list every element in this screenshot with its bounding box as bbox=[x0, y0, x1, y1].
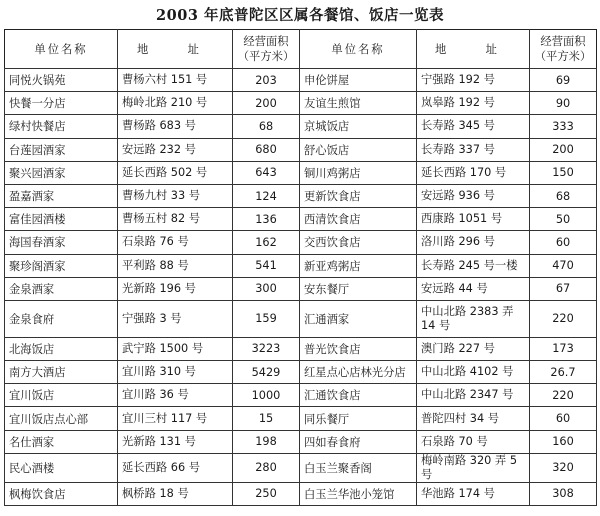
cell-area: 198 bbox=[233, 430, 300, 453]
cell-area: 643 bbox=[233, 161, 300, 184]
cell-name: 盈嘉酒家 bbox=[5, 184, 118, 207]
cell-area: 173 bbox=[530, 337, 597, 360]
col-header-address-right: 地 址 bbox=[417, 30, 530, 69]
cell-name: 金泉酒家 bbox=[5, 277, 118, 300]
cell-address: 宁强路 3 号 bbox=[118, 300, 233, 337]
cell-name: 白玉兰华池小笼馆 bbox=[300, 482, 417, 505]
cell-address: 光新路 196 号 bbox=[118, 277, 233, 300]
cell-area: 308 bbox=[530, 482, 597, 505]
cell-name: 宜川饭店 bbox=[5, 384, 118, 407]
cell-name: 宜川饭店点心部 bbox=[5, 407, 118, 430]
cell-address: 安远路 232 号 bbox=[118, 138, 233, 161]
table-title: 2003 年底普陀区区属各餐馆、饭店一览表 bbox=[156, 7, 444, 24]
cell-address: 华池路 174 号 bbox=[417, 482, 530, 505]
cell-name: 聚珍阁酒家 bbox=[5, 254, 118, 277]
cell-address: 梅岭南路 320 弄 5 号 bbox=[417, 453, 530, 482]
table-row bbox=[5, 361, 597, 384]
cell-name: 白玉兰聚香阁 bbox=[300, 453, 417, 482]
table-row bbox=[5, 337, 597, 360]
table-row bbox=[5, 161, 597, 184]
area-header-line1: 经营面积 bbox=[243, 35, 289, 48]
cell-address: 中山北路 4102 号 bbox=[417, 361, 530, 384]
cell-name: 同乐餐厅 bbox=[300, 407, 417, 430]
cell-address: 岚皋路 192 号 bbox=[417, 92, 530, 115]
cell-area: 150 bbox=[530, 161, 597, 184]
cell-area: 203 bbox=[233, 69, 300, 92]
cell-address: 普陀四村 34 号 bbox=[417, 407, 530, 430]
cell-address: 长寿路 245 号一楼 bbox=[417, 254, 530, 277]
table-row bbox=[5, 384, 597, 407]
cell-address: 曹杨六村 151 号 bbox=[118, 69, 233, 92]
cell-area: 68 bbox=[233, 115, 300, 138]
cell-area: 136 bbox=[233, 208, 300, 231]
cell-address: 宜川路 36 号 bbox=[118, 384, 233, 407]
cell-name: 海国春酒家 bbox=[5, 231, 118, 254]
cell-name: 北海饭店 bbox=[5, 337, 118, 360]
cell-area: 159 bbox=[233, 300, 300, 337]
cell-area: 90 bbox=[530, 92, 597, 115]
table-row bbox=[5, 115, 597, 138]
cell-address: 澳门路 227 号 bbox=[417, 337, 530, 360]
table-body bbox=[5, 69, 597, 506]
cell-address: 延长西路 170 号 bbox=[417, 161, 530, 184]
cell-address: 石泉路 76 号 bbox=[118, 231, 233, 254]
cell-area: 68 bbox=[530, 184, 597, 207]
cell-name: 快餐一分店 bbox=[5, 92, 118, 115]
cell-address: 宜川三村 117 号 bbox=[118, 407, 233, 430]
table-row bbox=[5, 430, 597, 453]
cell-area: 69 bbox=[530, 69, 597, 92]
cell-address: 宁强路 192 号 bbox=[417, 69, 530, 92]
cell-name: 枫梅饮食店 bbox=[5, 482, 118, 505]
area-header-line1: 经营面积 bbox=[540, 35, 586, 48]
cell-name: 红星点心店林光分店 bbox=[300, 361, 417, 384]
cell-area: 1000 bbox=[233, 384, 300, 407]
col-header-address-left: 地 址 bbox=[118, 30, 233, 69]
cell-name: 汇通酒家 bbox=[300, 300, 417, 337]
cell-name: 同悦火锅苑 bbox=[5, 69, 118, 92]
cell-address: 延长西路 502 号 bbox=[118, 161, 233, 184]
cell-name: 更新饮食店 bbox=[300, 184, 417, 207]
cell-address: 曹杨五村 82 号 bbox=[118, 208, 233, 231]
cell-area: 470 bbox=[530, 254, 597, 277]
cell-address: 梅岭北路 210 号 bbox=[118, 92, 233, 115]
cell-name: 新亚鸡粥店 bbox=[300, 254, 417, 277]
cell-name: 京城饭店 bbox=[300, 115, 417, 138]
cell-address: 武宁路 1500 号 bbox=[118, 337, 233, 360]
table-row bbox=[5, 277, 597, 300]
cell-area: 680 bbox=[233, 138, 300, 161]
cell-area: 26.7 bbox=[530, 361, 597, 384]
cell-address: 平利路 88 号 bbox=[118, 254, 233, 277]
table-row bbox=[5, 300, 597, 337]
cell-name: 四如春食府 bbox=[300, 430, 417, 453]
cell-address: 曹杨路 683 号 bbox=[118, 115, 233, 138]
cell-area: 162 bbox=[233, 231, 300, 254]
cell-area: 320 bbox=[530, 453, 597, 482]
table-row bbox=[5, 254, 597, 277]
cell-address: 洛川路 296 号 bbox=[417, 231, 530, 254]
cell-address: 西康路 1051 号 bbox=[417, 208, 530, 231]
cell-address: 石泉路 70 号 bbox=[417, 430, 530, 453]
cell-address: 宜川路 310 号 bbox=[118, 361, 233, 384]
restaurant-table bbox=[4, 29, 597, 506]
cell-area: 333 bbox=[530, 115, 597, 138]
cell-name: 民心酒楼 bbox=[5, 453, 118, 482]
cell-name: 舒心饭店 bbox=[300, 138, 417, 161]
col-header-name-left: 单位名称 bbox=[5, 30, 118, 69]
cell-area: 15 bbox=[233, 407, 300, 430]
cell-address: 枫桥路 18 号 bbox=[118, 482, 233, 505]
cell-name: 申伦饼屋 bbox=[300, 69, 417, 92]
cell-name: 南方大酒店 bbox=[5, 361, 118, 384]
table-row bbox=[5, 184, 597, 207]
cell-area: 3223 bbox=[233, 337, 300, 360]
col-header-area-right bbox=[530, 30, 597, 69]
cell-address: 长寿路 345 号 bbox=[417, 115, 530, 138]
cell-address: 安远路 44 号 bbox=[417, 277, 530, 300]
cell-address: 曹杨九村 33 号 bbox=[118, 184, 233, 207]
table-row bbox=[5, 92, 597, 115]
cell-name: 富佳园酒楼 bbox=[5, 208, 118, 231]
area-header-line2: （平方米） bbox=[534, 50, 592, 63]
cell-area: 60 bbox=[530, 407, 597, 430]
cell-address: 长寿路 337 号 bbox=[417, 138, 530, 161]
cell-address: 延长西路 66 号 bbox=[118, 453, 233, 482]
cell-name: 普光饮食店 bbox=[300, 337, 417, 360]
cell-name: 金泉食府 bbox=[5, 300, 118, 337]
table-row bbox=[5, 453, 597, 482]
cell-name: 交西饮食店 bbox=[300, 231, 417, 254]
table-row bbox=[5, 231, 597, 254]
cell-name: 台莲园酒家 bbox=[5, 138, 118, 161]
cell-name: 西清饮食店 bbox=[300, 208, 417, 231]
cell-name: 聚兴园酒家 bbox=[5, 161, 118, 184]
header-row bbox=[5, 30, 597, 69]
area-header-line2: （平方米） bbox=[237, 50, 295, 63]
col-header-area-left bbox=[233, 30, 300, 69]
cell-name: 绿村快餐店 bbox=[5, 115, 118, 138]
cell-area: 50 bbox=[530, 208, 597, 231]
cell-name: 安东餐厅 bbox=[300, 277, 417, 300]
table-row bbox=[5, 208, 597, 231]
cell-area: 541 bbox=[233, 254, 300, 277]
cell-name: 汇通饮食店 bbox=[300, 384, 417, 407]
cell-area: 200 bbox=[530, 138, 597, 161]
cell-area: 220 bbox=[530, 300, 597, 337]
cell-area: 220 bbox=[530, 384, 597, 407]
cell-name: 铜川鸡粥店 bbox=[300, 161, 417, 184]
table-row bbox=[5, 138, 597, 161]
cell-area: 280 bbox=[233, 453, 300, 482]
cell-area: 5429 bbox=[233, 361, 300, 384]
cell-name: 友谊生煎馆 bbox=[300, 92, 417, 115]
cell-area: 160 bbox=[530, 430, 597, 453]
cell-area: 60 bbox=[530, 231, 597, 254]
table-row bbox=[5, 407, 597, 430]
col-header-name-right: 单位名称 bbox=[300, 30, 417, 69]
cell-area: 67 bbox=[530, 277, 597, 300]
cell-area: 300 bbox=[233, 277, 300, 300]
cell-area: 200 bbox=[233, 92, 300, 115]
cell-address: 中山北路 2383 弄 14 号 bbox=[417, 300, 530, 337]
table-row bbox=[5, 69, 597, 92]
cell-area: 124 bbox=[233, 184, 300, 207]
cell-area: 250 bbox=[233, 482, 300, 505]
table-row bbox=[5, 482, 597, 505]
cell-name: 名仕酒家 bbox=[5, 430, 118, 453]
cell-address: 安远路 936 号 bbox=[417, 184, 530, 207]
cell-address: 中山北路 2347 号 bbox=[417, 384, 530, 407]
cell-address: 光新路 131 号 bbox=[118, 430, 233, 453]
